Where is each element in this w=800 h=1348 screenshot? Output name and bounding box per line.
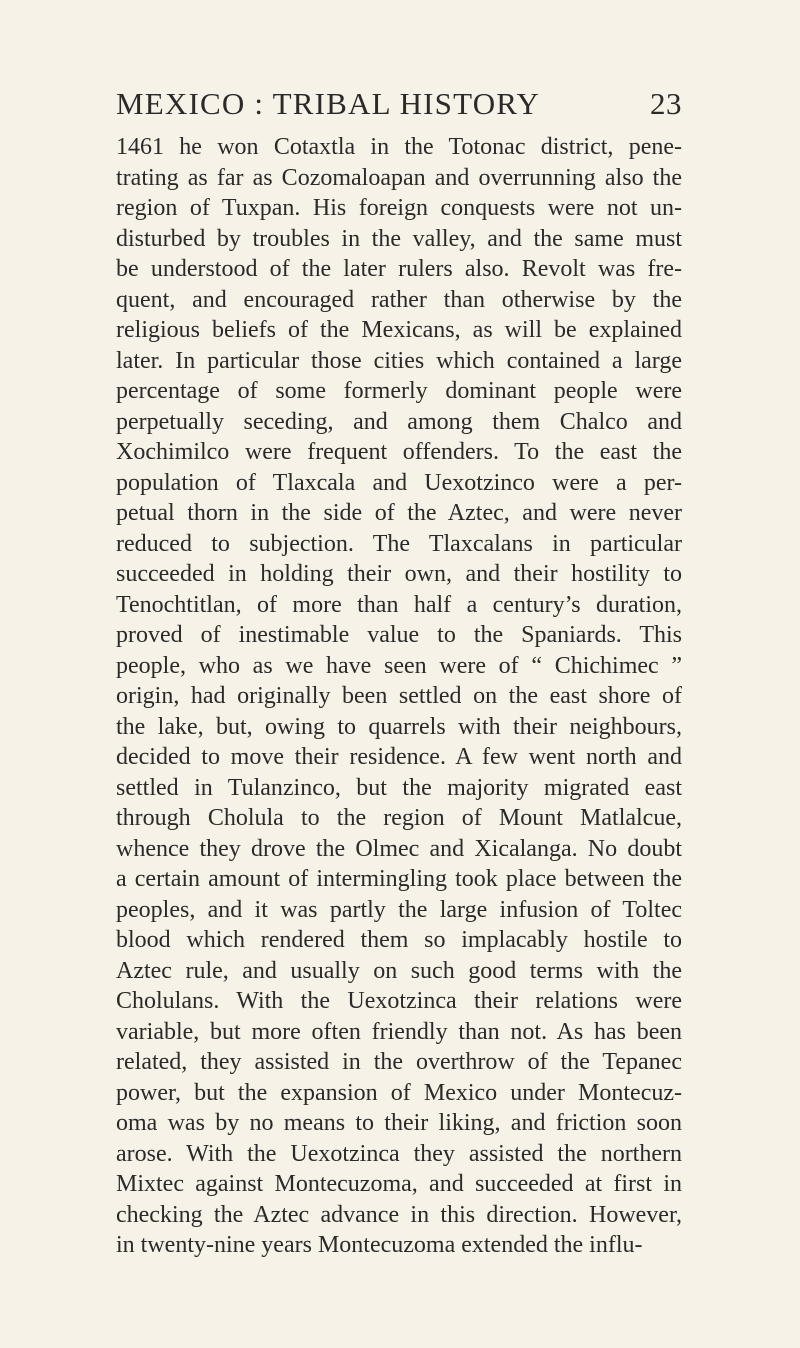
text-line-8: later. In particular those cities which contained a large (116, 347, 682, 374)
text-line-20: the lake, but, owing to quarrels with their neighbours, (116, 713, 682, 740)
text-line-25: a certain amount of intermingling took place between the (116, 866, 682, 892)
text-line-17: proved of inestimable value to the Spaniards. This (116, 622, 682, 648)
text-line-4: disturbed by troubles in the valley, and the same must (116, 225, 682, 252)
text-line-30: variable, but more often friendly than not. As has been (116, 1018, 682, 1045)
text-line-27: blood which rendered them so implacably hostile to (116, 927, 682, 953)
text-line-23: through Cholula to the region of Mount Matlalcue, (116, 805, 682, 831)
text-line-28: Aztec rule, and usually on such good terms with the (116, 957, 682, 984)
text-line-5: be understood of the later rulers also. Revolt was fre- (116, 256, 682, 282)
text-line-24: whence they drove the Olmec and Xicalanga. No doubt (116, 835, 682, 862)
text-line-26: peoples, and it was partly the large infusion of Toltec (116, 896, 682, 923)
text-line-3: region of Tuxpan. His foreign conquests were not un- (116, 195, 682, 221)
text-line-36: checking the Aztec advance in this direction. However, (116, 1201, 682, 1228)
page-number: 23 (650, 86, 682, 121)
text-line-22: settled in Tulanzinco, but the majority migrated east (116, 774, 682, 801)
page-header-title: MEXICO : TRIBAL HISTORY (116, 86, 541, 121)
text-line-9: percentage of some formerly dominant people were (116, 378, 682, 404)
text-line-18: people, who as we have seen were of “ Chichimec ” (116, 652, 682, 679)
text-line-29: Cholulans. With the Uexotzinca their relations were (116, 988, 682, 1014)
running-head (116, 86, 682, 126)
text-line-15: succeeded in holding their own, and their hostility to (116, 561, 682, 587)
text-line-2: trating as far as Cozomaloapan and overrunning also the (116, 164, 682, 191)
text-line-7: religious beliefs of the Mexicans, as will be explained (116, 317, 682, 343)
text-line-1: 1461 he won Cotaxtla in the Totonac district, pene- (116, 134, 682, 160)
text-line-11: Xochimilco were frequent offenders. To the east the (116, 439, 682, 465)
text-line-13: petual thorn in the side of the Aztec, and were never (116, 500, 682, 526)
text-line-16: Tenochtitlan, of more than half a century’s duration, (116, 591, 682, 618)
text-line-14: reduced to subjection. The Tlaxcalans in particular (116, 530, 682, 557)
text-line-37: in twenty-nine years Montecuzoma extended the influ- (116, 1232, 643, 1258)
text-line-10: perpetually seceding, and among them Chalco and (116, 408, 682, 435)
text-line-34: arose. With the Uexotzinca they assisted the northern (116, 1140, 682, 1167)
body-text (116, 132, 682, 1261)
text-line-21: decided to move their residence. A few went north and (116, 744, 682, 770)
text-line-6: quent, and encouraged rather than otherwise by the (116, 286, 682, 313)
text-line-33: oma was by no means to their liking, and friction soon (116, 1110, 682, 1136)
text-line-12: population of Tlaxcala and Uexotzinco were a per- (116, 469, 682, 496)
text-line-35: Mixtec against Montecuzoma, and succeeded at first in (116, 1171, 682, 1197)
text-line-31: related, they assisted in the overthrow of the Tepanec (116, 1049, 682, 1075)
text-line-19: origin, had originally been settled on the east shore of (116, 683, 682, 709)
text-line-32: power, but the expansion of Mexico under Montecuz- (116, 1079, 682, 1106)
